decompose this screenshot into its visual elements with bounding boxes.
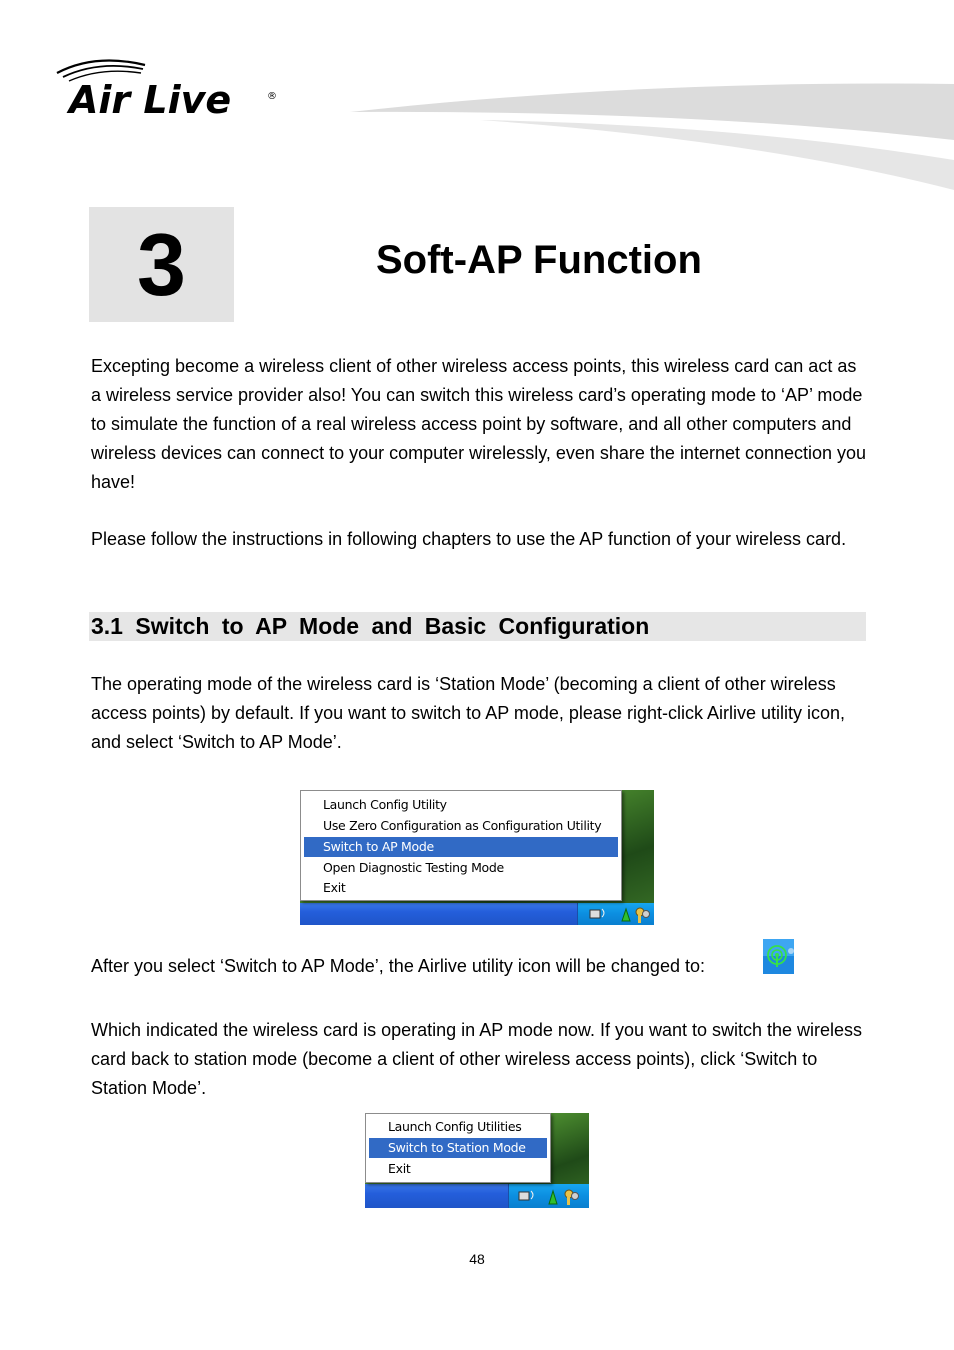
keys-tray-icon[interactable] bbox=[565, 1190, 579, 1205]
menu-item-switch-station[interactable]: Switch to Station Mode bbox=[369, 1138, 547, 1158]
context-menu-screenshot-ap bbox=[300, 790, 654, 925]
header-swoosh bbox=[340, 80, 954, 195]
menu-item-exit[interactable]: Exit bbox=[323, 880, 346, 895]
intro-paragraph: Excepting become a wireless client of other wireless access points, this wireless card can act as a wireless service provider also! You can switch this wireless card’s operating mode to ‘AP’ mode to simulate the function of a real wireless access point by software, and all other computers and wireless devices can connect to your computer wirelessly, even share the internet connection you have! bbox=[91, 356, 867, 492]
menu-item-zero-config[interactable]: Use Zero Configuration as Configuration Utility bbox=[323, 818, 602, 833]
chapter-number-box bbox=[89, 207, 234, 322]
page-number: 48 bbox=[469, 1251, 485, 1267]
menu-item-switch-ap[interactable]: Switch to AP Mode bbox=[304, 837, 618, 857]
menu-item-launch-config[interactable]: Launch Config Utility bbox=[323, 797, 447, 812]
menu-item-diagnostic[interactable]: Open Diagnostic Testing Mode bbox=[323, 860, 504, 875]
icon-change-paragraph: After you select ‘Switch to AP Mode’, the Airlive utility icon will be changed to: bbox=[91, 956, 705, 976]
wifi-tray-icon[interactable] bbox=[519, 1191, 533, 1200]
chapter-number: 3 bbox=[137, 214, 186, 314]
airlive-utility-icon[interactable] bbox=[622, 909, 630, 921]
wifi-tray-icon[interactable] bbox=[590, 909, 604, 918]
section-heading: 3.1 Switch to AP Mode and Basic Configuration bbox=[89, 612, 866, 641]
station-mode-paragraph: The operating mode of the wireless card is ‘Station Mode’ (becoming a client of other wireless access points) by default. If you want to switch to AP mode, please right-click Airlive utility icon, and select ‘Switch to AP Mode’. bbox=[91, 674, 846, 752]
ap-mode-icon bbox=[763, 939, 794, 974]
tray-context-menu bbox=[300, 790, 622, 901]
chapter-title: Soft-AP Function bbox=[376, 238, 702, 282]
context-menu-screenshot-station bbox=[365, 1113, 589, 1208]
instructions-paragraph: Please follow the instructions in following chapters to use the AP function of your wireless card. bbox=[91, 529, 847, 549]
svg-text:®: ® bbox=[267, 91, 277, 102]
logo-wordmark: Air Live bbox=[69, 78, 232, 122]
tray-context-menu-ap bbox=[365, 1113, 551, 1183]
keys-tray-icon[interactable] bbox=[636, 908, 650, 923]
back-to-station-paragraph: Which indicated the wireless card is operating in AP mode now. If you want to switch the wireless card back to station mode (become a client of other wireless access points), click ‘Switch to Station Mode’. bbox=[91, 1020, 863, 1098]
menu-item-launch-config[interactable]: Launch Config Utilities bbox=[388, 1119, 522, 1134]
menu-item-exit[interactable]: Exit bbox=[388, 1161, 411, 1176]
ap-mode-icon[interactable] bbox=[549, 1191, 557, 1204]
airlive-logo bbox=[55, 55, 285, 125]
